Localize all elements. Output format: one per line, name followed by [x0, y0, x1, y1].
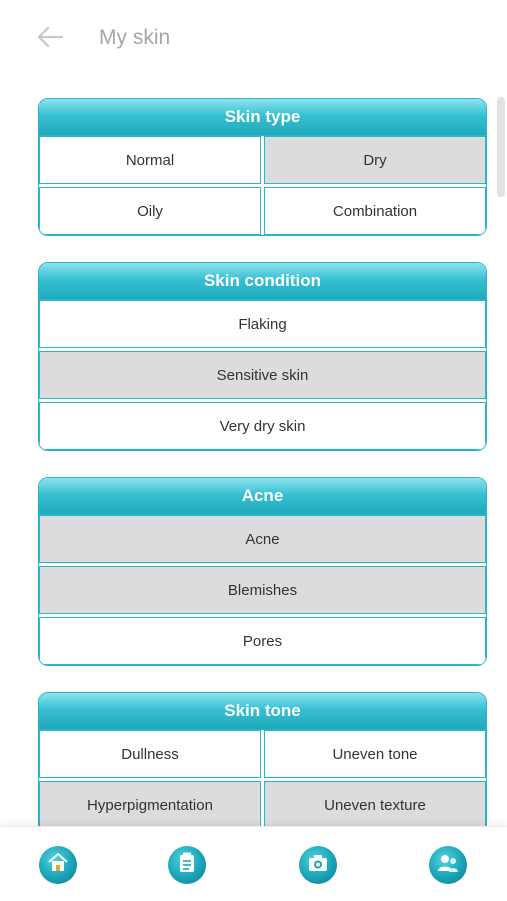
section-acne [38, 477, 487, 666]
scrollbar[interactable] [497, 97, 505, 197]
back-button[interactable] [33, 24, 67, 54]
section-skin-condition [38, 262, 487, 451]
option-pores[interactable]: Pores [39, 617, 486, 665]
section-skin-tone [38, 692, 487, 830]
option-normal[interactable]: Normal [39, 136, 261, 184]
section-header: Skin condition [39, 263, 486, 300]
option-dry[interactable]: Dry [264, 136, 486, 184]
option-flaking[interactable]: Flaking [39, 300, 486, 348]
bottom-nav [0, 826, 507, 901]
option-very-dry-skin[interactable]: Very dry skin [39, 402, 486, 450]
option-oily[interactable]: Oily [39, 187, 261, 235]
option-blemishes[interactable]: Blemishes [39, 566, 486, 614]
option-uneven-tone[interactable]: Uneven tone [264, 730, 486, 778]
option-hyperpigmentation[interactable]: Hyperpigmentation [39, 781, 261, 829]
home-icon [46, 851, 70, 880]
arrow-left-icon [36, 25, 64, 54]
option-uneven-texture[interactable]: Uneven texture [264, 781, 486, 829]
section-header: Acne [39, 478, 486, 515]
camera-icon [306, 851, 330, 880]
option-combination[interactable]: Combination [264, 187, 486, 235]
section-skin-type [38, 98, 487, 236]
app-header [0, 0, 507, 80]
section-header: Skin tone [39, 693, 486, 730]
option-acne[interactable]: Acne [39, 515, 486, 563]
nav-home-button[interactable] [39, 846, 77, 884]
page-title: My skin [99, 26, 171, 49]
profile-icon [436, 851, 460, 880]
option-dullness[interactable]: Dullness [39, 730, 261, 778]
option-sensitive-skin[interactable]: Sensitive skin [39, 351, 486, 399]
nav-gifts-button[interactable] [168, 846, 206, 884]
section-header: Skin type [39, 99, 486, 136]
nav-profile-button[interactable] [429, 846, 467, 884]
nav-camera-button[interactable] [299, 846, 337, 884]
gift-list-icon [175, 851, 199, 880]
